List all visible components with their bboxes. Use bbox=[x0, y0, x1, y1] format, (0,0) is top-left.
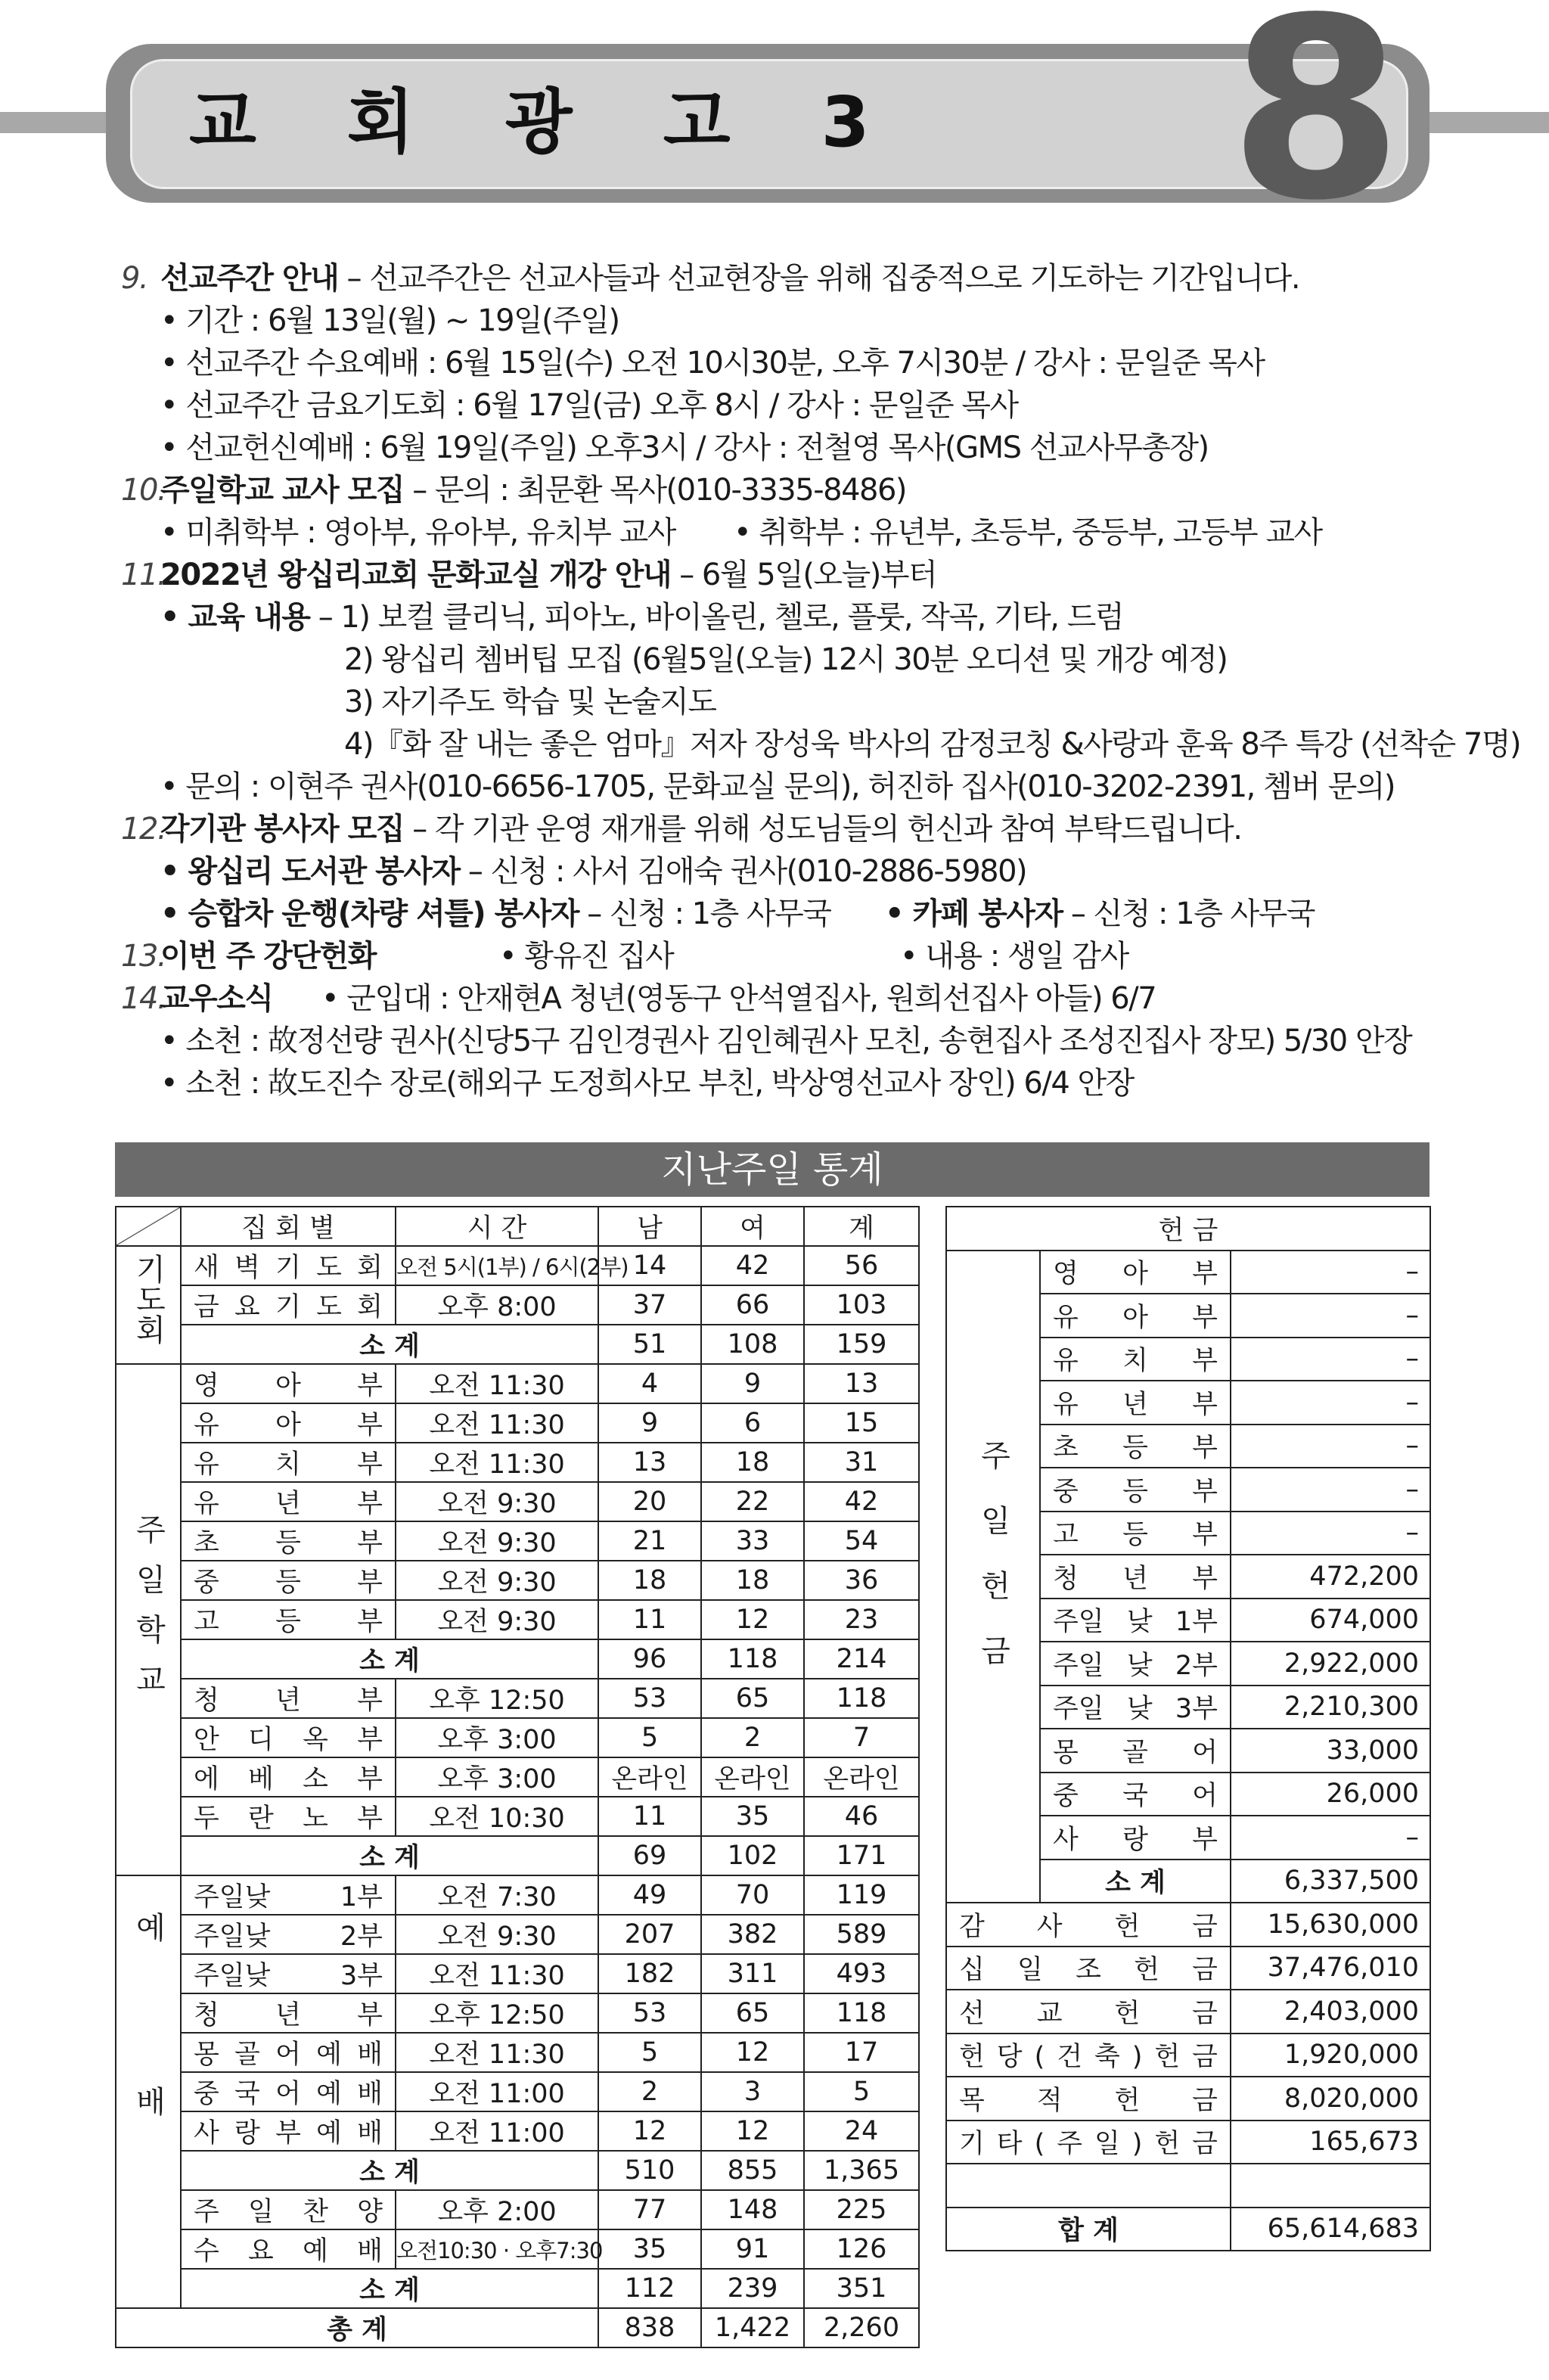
table-cell: 2,260 bbox=[804, 2308, 919, 2347]
table-cell: 금 요 기 도 회 bbox=[181, 1285, 396, 1325]
table-cell: 오전10:30 · 오후7:30 bbox=[396, 2229, 598, 2269]
table-cell: – bbox=[1231, 1425, 1430, 1468]
offering-header: 헌 금 bbox=[946, 1207, 1430, 1251]
table-row bbox=[116, 1679, 919, 1718]
table-cell: 674,000 bbox=[1231, 1599, 1430, 1642]
notice-item: 9. 선교주간 안내 – 선교주간은 선교사들과 선교현장을 위해 집중적으로 기도하는 기간입니다. bbox=[121, 261, 1300, 296]
table-cell: 165,673 bbox=[1231, 2121, 1430, 2164]
table-cell: 23 bbox=[804, 1600, 919, 1639]
table-cell: 54 bbox=[804, 1521, 919, 1561]
table-cell: 207 bbox=[598, 1915, 701, 1954]
table-cell: 22 bbox=[701, 1482, 804, 1521]
table-cell: 15 bbox=[804, 1403, 919, 1443]
table-cell: 42 bbox=[701, 1246, 804, 1285]
offering-table bbox=[945, 1206, 1431, 2251]
table-cell: 오전 11:00 bbox=[396, 2111, 598, 2151]
col-header: 남 bbox=[598, 1207, 701, 1246]
table-cell: 11 bbox=[598, 1600, 701, 1639]
table-cell: 65 bbox=[701, 1993, 804, 2033]
table-row bbox=[946, 1990, 1430, 2034]
group-label bbox=[116, 1364, 181, 1875]
table-cell: 2,403,000 bbox=[1231, 1990, 1430, 2034]
table-cell: 소 계 bbox=[181, 2151, 598, 2190]
table-cell: 118 bbox=[804, 1679, 919, 1718]
notice-item: 12.각기관 봉사자 모집 – 각 기관 운영 재개를 위해 성도님들의 헌신과 참여 부탁드립니다. bbox=[121, 812, 1242, 847]
table-cell: 오후 3:00 bbox=[396, 1718, 598, 1757]
table-cell: 오후 12:50 bbox=[396, 1993, 598, 2033]
table-cell: 17 bbox=[804, 2033, 919, 2072]
table-cell: 69 bbox=[598, 1836, 701, 1875]
table-cell: 13 bbox=[598, 1443, 701, 1482]
table-cell: – bbox=[1231, 1294, 1430, 1338]
table-row bbox=[116, 1639, 919, 1679]
table-cell: 12 bbox=[701, 1600, 804, 1639]
table-row bbox=[116, 2190, 919, 2229]
notice-item: 10.주일학교 교사 모집 – 문의 : 최문환 목사(010-3335-8486) bbox=[121, 473, 907, 508]
table-cell: 오전 7:30 bbox=[396, 1875, 598, 1915]
table-cell: 중 등 부 bbox=[1040, 1468, 1231, 1512]
table-row bbox=[116, 1403, 919, 1443]
table-row bbox=[946, 1903, 1430, 1947]
notice-list bbox=[121, 257, 1521, 1105]
table-cell: 초 등 부 bbox=[1040, 1425, 1231, 1468]
table-cell: 148 bbox=[701, 2190, 804, 2229]
table-cell: 102 bbox=[701, 1836, 804, 1875]
table-cell: 214 bbox=[804, 1639, 919, 1679]
table-row bbox=[946, 2208, 1430, 2251]
table-cell: 감 사 헌 금 bbox=[946, 1903, 1231, 1947]
table-cell: 2,210,300 bbox=[1231, 1686, 1430, 1729]
table-cell: 청 년 부 bbox=[1040, 1555, 1231, 1599]
table-cell: 70 bbox=[701, 1875, 804, 1915]
table-cell: 청 년 부 bbox=[181, 1993, 396, 2033]
diagonal-cell bbox=[116, 1207, 181, 1246]
table-cell: 2,922,000 bbox=[1231, 1642, 1430, 1686]
notice-item: 14.교우소식 • 군입대 : 안재현A 청년(영동구 안석열집사, 원희선집사 아들) 6/7 bbox=[121, 981, 1156, 1016]
table-cell: 239 bbox=[701, 2269, 804, 2308]
notice-detail: • 기간 : 6월 13일(월) ~ 19일(주일) bbox=[160, 303, 619, 338]
table-cell: 오전 9:30 bbox=[396, 1915, 598, 1954]
table-cell: 오전 5시(1부) / 6시(2부) bbox=[396, 1246, 598, 1285]
table-row bbox=[116, 1443, 919, 1482]
table-cell: 9 bbox=[598, 1403, 701, 1443]
table-cell: 유 치 부 bbox=[181, 1443, 396, 1482]
table-cell: 오후 3:00 bbox=[396, 1757, 598, 1797]
table-cell: 온라인 bbox=[701, 1757, 804, 1797]
table-cell: 112 bbox=[598, 2269, 701, 2308]
table-cell: 에 베 소 부 bbox=[181, 1757, 396, 1797]
table-cell: 오전 11:30 bbox=[396, 1443, 598, 1482]
table-row bbox=[116, 2033, 919, 2072]
page-number: 8 bbox=[1229, 0, 1403, 255]
table-cell: 오전 11:30 bbox=[396, 1403, 598, 1443]
group-label-text: 예배 bbox=[131, 1911, 166, 2260]
table-cell: 유 년 부 bbox=[181, 1482, 396, 1521]
table-cell: 13 bbox=[804, 1364, 919, 1403]
page-title: 교 회 광 고 3 bbox=[189, 82, 903, 163]
table-cell: 선 교 헌 금 bbox=[946, 1990, 1231, 2034]
table-cell: 171 bbox=[804, 1836, 919, 1875]
table-cell: 6,337,500 bbox=[1231, 1860, 1430, 1903]
table-cell: 5 bbox=[598, 1718, 701, 1757]
notice-detail: • 소천 : 故정선량 권사(신당5구 김인경권사 김인혜권사 모친, 송현집사 조성진집사 장모) 5/30 안장 bbox=[160, 1024, 1412, 1058]
notice-detail: 3) 자기주도 학습 및 논술지도 bbox=[344, 685, 716, 719]
table-row bbox=[116, 2308, 919, 2347]
table-cell: 96 bbox=[598, 1639, 701, 1679]
group-label bbox=[116, 1875, 181, 2308]
table-cell: – bbox=[1231, 1816, 1430, 1860]
table-cell: 영 아 부 bbox=[181, 1364, 396, 1403]
notice-detail: • 소천 : 故도진수 장로(해외구 도정희사모 부친, 박상영선교사 장인) 6/4 안장 bbox=[160, 1066, 1134, 1101]
table-cell: 오후 2:00 bbox=[396, 2190, 598, 2229]
table-cell: 사 랑 부 예 배 bbox=[181, 2111, 396, 2151]
table-cell: 소 계 bbox=[181, 2269, 598, 2308]
table-row bbox=[116, 1246, 919, 1285]
table-cell: 33 bbox=[701, 1521, 804, 1561]
table-cell: 118 bbox=[701, 1639, 804, 1679]
table-cell: 오후 12:50 bbox=[396, 1679, 598, 1718]
table-row bbox=[946, 2121, 1430, 2164]
table-cell: 합 계 bbox=[946, 2208, 1231, 2251]
group-label-text: 주일학교 bbox=[131, 1513, 166, 1714]
table-row bbox=[116, 2151, 919, 2190]
table-cell: 493 bbox=[804, 1954, 919, 1993]
table-cell: 9 bbox=[701, 1364, 804, 1403]
table-cell: 838 bbox=[598, 2308, 701, 2347]
table-row bbox=[116, 1561, 919, 1600]
table-cell: 소 계 bbox=[1040, 1860, 1231, 1903]
table-row bbox=[116, 1600, 919, 1639]
notice-detail: 2) 왕십리 쳄버팁 모집 (6월5일(오늘) 12시 30분 오디션 및 개강 예정) bbox=[344, 642, 1228, 677]
table-cell: 855 bbox=[701, 2151, 804, 2190]
table-header-row bbox=[946, 1207, 1430, 1251]
stats-banner: 지난주일 통계 bbox=[115, 1142, 1429, 1197]
table-cell: 7 bbox=[804, 1718, 919, 1757]
table-row bbox=[116, 1875, 919, 1915]
table-cell: 두 란 노 부 bbox=[181, 1797, 396, 1836]
notice-detail: 4)『화 잘 내는 좋은 엄마』저자 장성욱 박사의 감정코칭 &사랑과 훈육 8주 특강 (선착순 7명) bbox=[344, 727, 1521, 762]
table-cell: 11 bbox=[598, 1797, 701, 1836]
table-row bbox=[116, 1797, 919, 1836]
table-cell: 382 bbox=[701, 1915, 804, 1954]
table-cell: 오전 10:30 bbox=[396, 1797, 598, 1836]
table-cell: 유 치 부 bbox=[1040, 1338, 1231, 1381]
table-row bbox=[116, 1521, 919, 1561]
table-row bbox=[116, 1482, 919, 1521]
notice-detail: • 승합차 운행(차량 셔틀) 봉사자 – 신청 : 1층 사무국 • 카페 봉사자 – 신청 : 1층 사무국 bbox=[160, 896, 1315, 931]
table-cell: 108 bbox=[701, 1325, 804, 1364]
group-label-text: 주일헌금 bbox=[976, 1440, 1010, 1701]
table-cell: 18 bbox=[701, 1561, 804, 1600]
table-cell: 53 bbox=[598, 1993, 701, 2033]
table-cell: 고 등 부 bbox=[181, 1600, 396, 1639]
table-cell: 14 bbox=[598, 1246, 701, 1285]
table-cell: 126 bbox=[804, 2229, 919, 2269]
table-cell: – bbox=[1231, 1468, 1430, 1512]
table-cell: 중 국 어 bbox=[1040, 1773, 1231, 1816]
table-row bbox=[946, 1947, 1430, 1990]
notice-detail: • 선교주간 금요기도회 : 6월 17일(금) 오후 8시 / 강사 : 문일준 목사 bbox=[160, 388, 1018, 423]
table-cell: 46 bbox=[804, 1797, 919, 1836]
attendance-table bbox=[115, 1206, 920, 2348]
table-cell: 21 bbox=[598, 1521, 701, 1561]
table-cell: 26,000 bbox=[1231, 1773, 1430, 1816]
notice-item: 13.이번 주 강단헌화 • 황유진 집사 • 내용 : 생일 감사 bbox=[121, 939, 1128, 974]
table-cell: – bbox=[1231, 1512, 1430, 1555]
table-cell: 유 아 부 bbox=[181, 1403, 396, 1443]
table-row bbox=[116, 1836, 919, 1875]
table-cell: 사 랑 부 bbox=[1040, 1816, 1231, 1860]
table-cell: 오전 11:30 bbox=[396, 2033, 598, 2072]
table-cell: – bbox=[1231, 1251, 1430, 1294]
table-cell: 12 bbox=[701, 2033, 804, 2072]
table-cell: – bbox=[1231, 1381, 1430, 1425]
group-label bbox=[116, 1246, 181, 1364]
table-cell: 소 계 bbox=[181, 1639, 598, 1679]
table-cell: 4 bbox=[598, 1364, 701, 1403]
table-cell: 8,020,000 bbox=[1231, 2077, 1430, 2121]
table-cell: 오후 8:00 bbox=[396, 1285, 598, 1325]
table-cell: 65 bbox=[701, 1679, 804, 1718]
table-cell: 510 bbox=[598, 2151, 701, 2190]
notice-detail: • 선교주간 수요예배 : 6월 15일(수) 오전 10시30분, 오후 7시30분 / 강사 : 문일준 목사 bbox=[160, 346, 1265, 381]
table-row bbox=[116, 2229, 919, 2269]
table-cell: 118 bbox=[804, 1993, 919, 2033]
table-cell: 589 bbox=[804, 1915, 919, 1954]
table-cell: 총 계 bbox=[116, 2308, 598, 2347]
table-cell: 오전 9:30 bbox=[396, 1521, 598, 1561]
table-cell: 2 bbox=[701, 1718, 804, 1757]
table-cell: 12 bbox=[701, 2111, 804, 2151]
table-cell: 기 타 ( 주 일 ) 헌 금 bbox=[946, 2121, 1231, 2164]
table-cell: 청 년 부 bbox=[181, 1679, 396, 1718]
table-cell: 51 bbox=[598, 1325, 701, 1364]
table-cell: 주일 낮 1부 bbox=[1040, 1599, 1231, 1642]
table-cell: 18 bbox=[598, 1561, 701, 1600]
table-cell: 66 bbox=[701, 1285, 804, 1325]
table-cell: 초 등 부 bbox=[181, 1521, 396, 1561]
table-cell: 56 bbox=[804, 1246, 919, 1285]
notice-item: 11.2022년 왕십리교회 문화교실 개강 안내 – 6월 5일(오늘)부터 bbox=[121, 558, 937, 592]
table-row bbox=[116, 2072, 919, 2111]
col-header: 계 bbox=[804, 1207, 919, 1246]
table-cell: 33,000 bbox=[1231, 1729, 1430, 1773]
table-cell: 새 벽 기 도 회 bbox=[181, 1246, 396, 1285]
table-cell: 영 아 부 bbox=[1040, 1251, 1231, 1294]
table-cell: – bbox=[1231, 1338, 1430, 1381]
table-cell: 주일 낮 2부 bbox=[1040, 1642, 1231, 1686]
table-cell: 오전 11:30 bbox=[396, 1364, 598, 1403]
table-cell: 오전 9:30 bbox=[396, 1482, 598, 1521]
table-row bbox=[946, 2164, 1430, 2208]
group-label bbox=[946, 1251, 1040, 1903]
table-cell: 3 bbox=[701, 2072, 804, 2111]
table-cell: 6 bbox=[701, 1403, 804, 1443]
table-cell: 소 계 bbox=[181, 1836, 598, 1875]
table-cell: 중 등 부 bbox=[181, 1561, 396, 1600]
table-cell: 119 bbox=[804, 1875, 919, 1915]
table-cell: 159 bbox=[804, 1325, 919, 1364]
table-cell: 77 bbox=[598, 2190, 701, 2229]
table-cell: 몽 골 어 bbox=[1040, 1729, 1231, 1773]
table-row bbox=[946, 2034, 1430, 2077]
table-cell: 12 bbox=[598, 2111, 701, 2151]
group-label-text: 기도회 bbox=[131, 1253, 166, 1344]
table-cell: 주일 낮 3부 bbox=[1040, 1686, 1231, 1729]
table-cell: 65,614,683 bbox=[1231, 2208, 1430, 2251]
table-cell bbox=[1231, 2164, 1430, 2208]
table-cell: 31 bbox=[804, 1443, 919, 1482]
table-cell: 42 bbox=[804, 1482, 919, 1521]
table-cell: 유 년 부 bbox=[1040, 1381, 1231, 1425]
table-cell: 182 bbox=[598, 1954, 701, 1993]
table-cell: 오전 9:30 bbox=[396, 1600, 598, 1639]
table-cell: 91 bbox=[701, 2229, 804, 2269]
table-cell: 십 일 조 헌 금 bbox=[946, 1947, 1231, 1990]
table-cell: 225 bbox=[804, 2190, 919, 2229]
table-cell: 15,630,000 bbox=[1231, 1903, 1430, 1947]
table-row bbox=[116, 1285, 919, 1325]
table-row bbox=[116, 2111, 919, 2151]
notice-detail: • 미취학부 : 영아부, 유아부, 유치부 교사 • 취학부 : 유년부, 초등부, 중등부, 고등부 교사 bbox=[160, 515, 1322, 550]
table-cell: 2 bbox=[598, 2072, 701, 2111]
table-cell: 몽 골 어 예 배 bbox=[181, 2033, 396, 2072]
table-row bbox=[116, 1993, 919, 2033]
table-cell: 온라인 bbox=[804, 1757, 919, 1797]
table-cell: 5 bbox=[598, 2033, 701, 2072]
table-cell: 유 아 부 bbox=[1040, 1294, 1231, 1338]
table-row bbox=[116, 1915, 919, 1954]
table-cell: 37,476,010 bbox=[1231, 1947, 1430, 1990]
notice-detail: • 문의 : 이현주 권사(010-6656-1705, 문화교실 문의), 허진하 집사(010-3202-2391, 쳄버 문의) bbox=[160, 769, 1395, 804]
table-cell: 472,200 bbox=[1231, 1555, 1430, 1599]
table-cell: 1,920,000 bbox=[1231, 2034, 1430, 2077]
table-row bbox=[946, 1251, 1430, 1294]
table-cell: 주일낮 1부 bbox=[181, 1875, 396, 1915]
table-cell: 37 bbox=[598, 1285, 701, 1325]
table-cell: 오전 11:30 bbox=[396, 1954, 598, 1993]
table-cell: 351 bbox=[804, 2269, 919, 2308]
notice-detail: • 선교헌신예배 : 6월 19일(주일) 오후3시 / 강사 : 전철영 목사(GMS 선교사무총장) bbox=[160, 430, 1209, 465]
table-cell: 목 적 헌 금 bbox=[946, 2077, 1231, 2121]
table-cell: 24 bbox=[804, 2111, 919, 2151]
table-cell: 36 bbox=[804, 1561, 919, 1600]
table-cell: 주 일 찬 양 bbox=[181, 2190, 396, 2229]
table-row bbox=[116, 2269, 919, 2308]
table-cell: 주일낮 3부 bbox=[181, 1954, 396, 1993]
col-header: 집 회 별 bbox=[181, 1207, 396, 1246]
table-cell: 53 bbox=[598, 1679, 701, 1718]
table-cell: 311 bbox=[701, 1954, 804, 1993]
table-cell: 소 계 bbox=[181, 1325, 598, 1364]
col-header: 여 bbox=[701, 1207, 804, 1246]
table-cell: 수 요 예 배 bbox=[181, 2229, 396, 2269]
table-cell: 고 등 부 bbox=[1040, 1512, 1231, 1555]
table-cell bbox=[946, 2164, 1231, 2208]
table-cell: 헌 당 ( 건 축 ) 헌 금 bbox=[946, 2034, 1231, 2077]
table-cell: 49 bbox=[598, 1875, 701, 1915]
table-cell: 1,365 bbox=[804, 2151, 919, 2190]
table-cell: 1,422 bbox=[701, 2308, 804, 2347]
table-cell: 주일낮 2부 bbox=[181, 1915, 396, 1954]
table-row bbox=[116, 1757, 919, 1797]
table-row bbox=[116, 1954, 919, 1993]
table-cell: 5 bbox=[804, 2072, 919, 2111]
table-cell: 103 bbox=[804, 1285, 919, 1325]
table-cell: 20 bbox=[598, 1482, 701, 1521]
table-row bbox=[946, 2077, 1430, 2121]
table-row bbox=[116, 1718, 919, 1757]
table-cell: 오전 9:30 bbox=[396, 1561, 598, 1600]
notice-detail: • 왕십리 도서관 봉사자 – 신청 : 사서 김애숙 권사(010-2886-5980) bbox=[160, 854, 1027, 889]
table-row bbox=[116, 1325, 919, 1364]
table-cell: 35 bbox=[598, 2229, 701, 2269]
notice-detail: • 교육 내용 – 1) 보컬 클리닉, 피아노, 바이올린, 첼로, 플룻, 작곡, 기타, 드럼 bbox=[160, 600, 1123, 635]
table-row bbox=[116, 1364, 919, 1403]
table-cell: 35 bbox=[701, 1797, 804, 1836]
table-header-row bbox=[116, 1207, 919, 1246]
table-cell: 오전 11:00 bbox=[396, 2072, 598, 2111]
table-cell: 중 국 어 예 배 bbox=[181, 2072, 396, 2111]
table-cell: 안 디 옥 부 bbox=[181, 1718, 396, 1757]
table-cell: 온라인 bbox=[598, 1757, 701, 1797]
table-cell: 18 bbox=[701, 1443, 804, 1482]
col-header: 시 간 bbox=[396, 1207, 598, 1246]
